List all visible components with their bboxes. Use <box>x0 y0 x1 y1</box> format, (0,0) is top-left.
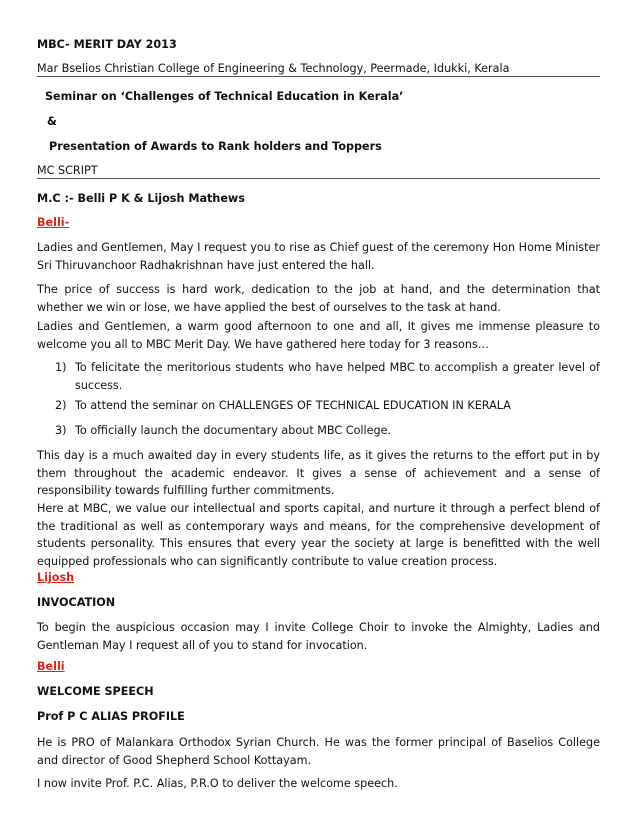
script-label: MC SCRIPT <box>37 164 600 179</box>
list-item-text: To attend the seminar on CHALLENGES OF TECHNICAL EDUCATION IN KERALA <box>75 399 511 412</box>
speaker-label-belli: Belli- <box>37 216 70 229</box>
speaker-label-lijosh: Lijosh <box>37 571 75 584</box>
list-item-text: To felicitate the meritorious students who have helped MBC to accomplish a greater level of success. <box>75 361 600 392</box>
college-name: Mar Bselios Christian College of Engineering & Technology, Peermade, Idukki, Kerala <box>37 62 600 77</box>
paragraph-awaited-day: This day is a much awaited day in every students life, as it gives the returns to the effort put in by them throughout the academic endeavor. It gives a sense of achievement and a sense of responsibility towards fulfilling further commitments. <box>37 449 600 497</box>
list-item-number: 2) <box>55 399 67 412</box>
invocation-heading: INVOCATION <box>37 596 116 609</box>
mc-names: M.C :- Belli P K & Lijosh Mathews <box>37 192 245 205</box>
list-item-text: To officially launch the documentary about MBC College. <box>75 424 392 437</box>
paragraph-profile: He is PRO of Malankara Orthodox Syrian Church. He was the former principal of Baselios College and director of Good Shepherd School Kottayam. <box>37 736 600 767</box>
paragraph-at-mbc: Here at MBC, we value our intellectual and sports capital, and nurture it through a perfect blend of the traditional as well as contemporary ways and means, for the comprehensive development of students personality. This ensures that every year the society at large is benefitted with the well equipped professionals who can significantly contribute to value creation process. <box>37 502 600 568</box>
welcome-speech-heading: WELCOME SPEECH <box>37 685 154 698</box>
paragraph-welcome: Ladies and Gentlemen, a warm good afternoon to one and all, It gives me immense pleasure to welcome you all to MBC Merit Day. We have gathered here today for 3 reasons… <box>37 320 600 351</box>
document-title: MBC- MERIT DAY 2013 <box>37 38 177 51</box>
paragraph-price-of-success: The price of success is hard work, dedication to the job at hand, and the determination that whether we win or lose, we have applied the best of ourselves to the task at hand. <box>37 283 600 314</box>
profile-heading: Prof P C ALIAS PROFILE <box>37 710 185 723</box>
paragraph-invite-alias: I now invite Prof. P.C. Alias, P.R.O to deliver the welcome speech. <box>37 777 398 790</box>
list-item-number: 1) <box>55 361 67 374</box>
list-item-number: 3) <box>55 424 67 437</box>
ampersand-line: & <box>47 115 57 128</box>
paragraph-chief-guest: Ladies and Gentlemen, May I request you to rise as Chief guest of the ceremony Hon Home Minister Sri Thiruvanchoor Radhakrishnan have just entered the hall. <box>37 241 600 272</box>
paragraph-invocation: To begin the auspicious occasion may I invite College Choir to invoke the Almighty, Ladies and Gentleman May I request all of you to stand for invocation. <box>37 621 600 652</box>
speaker-label-belli-2: Belli <box>37 660 65 673</box>
seminar-title: Seminar on ‘Challenges of Technical Education in Kerala’ <box>45 90 404 103</box>
awards-title: Presentation of Awards to Rank holders and Toppers <box>49 140 382 153</box>
